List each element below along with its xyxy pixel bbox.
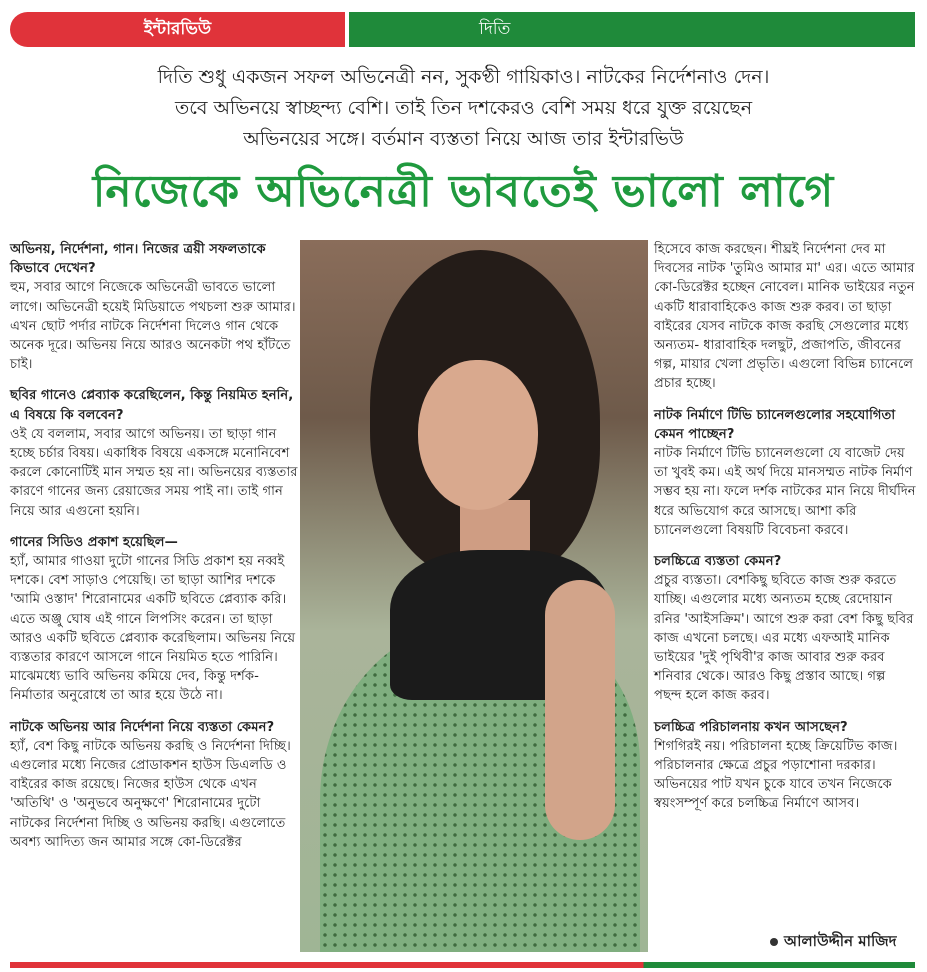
question: চলচ্চিত্র পরিচালনায় কখন আসছেন? xyxy=(654,719,848,735)
answer: শিগগিরই নয়। পরিচালনা হচ্ছে ক্রিয়েটিভ কাজ। পরিচালনার ক্ষেত্রে প্রচুর পড়াশোনা দরকার। অভিনয়ের পাট যখন চুকে যাবে তখন নিজেকে স্বয়ংসম্পূর্ণ করে চলচ্চিত্র নির্মাণে আসব। xyxy=(654,738,898,812)
question: নাটক নির্মাণে টিভি চ্যানেলগুলোর সহযোগিতা কেমন পাচ্ছেন? xyxy=(654,407,896,442)
question: চলচ্চিত্রে ব্যস্ততা কেমন? xyxy=(654,554,782,570)
answer: প্রচুর ব্যস্ততা। বেশকিছু ছবিতে কাজ শুরু করতে যাচ্ছি। এগুলোর মধ্যে অন্যতম হচ্ছে রেদোয়ান রনির 'আইসক্রিম'। আগে শুরু করা বেশ কিছু ছবির কাজ এখনো চলছে। এর মধ্যে এফআই মানিক ভাইয়ের 'দুই পৃথিবী'র কাজ আবার শুরু করব শনিবার থেকে। আরও কিছু প্রস্তাব আছে। গল্প পছন্দ হলে কাজ করব। xyxy=(654,573,914,704)
intro-line: অভিনয়ের সঙ্গে। বর্তমান ব্যস্ততা নিয়ে আজ তার ইন্টারভিউ xyxy=(243,128,684,150)
intro-paragraph xyxy=(40,62,887,155)
footer-bar xyxy=(10,962,915,968)
left-column xyxy=(10,240,298,864)
intro-line: দিতি শুধু একজন সফল অভিনেত্রী নন, সুকণ্ঠী গায়িকাও। নাটকের নির্দেশনাও দেন। xyxy=(157,66,770,88)
portrait-photo xyxy=(300,240,648,952)
face-shape xyxy=(418,360,538,510)
name-tag: দিতি xyxy=(349,12,915,47)
question: ছবির গানেও প্লেব্যাক করেছিলেন, কিন্তু নিয়মিত হননি, এ বিষয়ে কি বলবেন? xyxy=(10,388,294,423)
answer: হ্যাঁ, বেশ কিছু নাটকে অভিনয় করছি ও নির্দেশনা দিচ্ছি। এগুলোর মধ্যে নিজের প্রোডাকশন হাউস ডিএলডি ও বাইরের কাজ রয়েছে। নিজের হাউস থেকে এখন 'অতিথি' ও 'অনুভবে অনুক্ষণে' শিরোনামের দুটো নাটকের নির্দেশনা দিচ্ছি ও অভিনয় করছি। এগুলোতে অবশ্য আদিত্য জন আমার সঙ্গে কো-ডিরেক্টর xyxy=(10,738,291,850)
answer: হিসেবে কাজ করছেন। শীঘ্রই নির্দেশনা দেব মা দিবসের নাটক 'তুমিও আমার মা' এর। এতে আমার কো-ডিরেক্টর হচ্ছেন নোবেল। মানিক ভাইয়ের নতুন একটি ধারাবাহিকেও কাজ শুরু করব। তা ছাড়া বাইরের যেসব নাটকে কাজ করছি সেগুলোর মধ্যে অন্যতম- ধারাবাহিক দলছুট, প্রজাপতি, জীবনের গল্প, মায়ার খেলা প্রভৃতি। এগুলো বিভিন্ন চ্যানেলে প্রচার হচ্ছে। xyxy=(654,242,915,392)
right-column xyxy=(654,240,916,826)
question: নাটকে অভিনয় আর নির্দেশনা নিয়ে ব্যস্ততা কেমন? xyxy=(10,719,275,735)
answer: হ্যাঁ, আমার গাওয়া দুটো গানের সিডি প্রকাশ হয় নব্বই দশকে। বেশ সাড়াও পেয়েছি। তা ছাড়া আশির দশকে 'আমি ওস্তাদ' শিরোনামের একটি ছবিতে প্লেব্যাক করি। এতে অঞ্জু ঘোষ এই গানে লিপসিং করেন। তা ছাড়া আরও একটি ছবিতে প্লেব্যাক করেছিলাম। অভিনয় নিয়ে ব্যস্ততার কারণে আসলে গানে নিয়মিত হতে পারিনি। মাঝেমধ্যে ভাবি অভিনয় কমিয়ে দেব, কিন্তু দর্শক-নির্মাতার অনুরোধে তা আর হয়ে উঠে না। xyxy=(10,554,296,704)
answer: ওই যে বললাম, সবার আগে অভিনয়। তা ছাড়া গান হচ্ছে চর্চার বিষয়। একাধিক বিষয়ে একসঙ্গে মনোনিবেশ করলে কোনোটিই মান সম্মত হয় না। অভিনয়ের ব্যস্ততার কারণে গানের জন্য রেয়াজের সময় পাই না। তাই গান নিয়ে আর এগুনো হয়নি। xyxy=(10,426,298,519)
question: গানের সিডিও প্রকাশ হয়েছিল— xyxy=(10,534,178,550)
intro-line: তবে অভিনয়ে স্বাচ্ছন্দ্য বেশি। তাই তিন দশকেরও বেশি সময় ধরে যুক্ত রয়েছেন xyxy=(174,97,753,119)
question: অভিনয়, নির্দেশনা, গান। নিজের ত্রয়ী সফলতাকে কিভাবে দেখেন? xyxy=(10,242,266,277)
author-name: আলাউদ্দীন মাজিদ xyxy=(784,932,897,950)
answer: নাটক নির্মাণে টিভি চ্যানেলগুলো যে বাজেট দেয় তা খুবই কম। এই অর্থ দিয়ে মানসম্মত নাটক নির্মাণ সম্ভব হয় না। ফলে দর্শক নাটকের মান নিয়ে দীর্ঘদিন ধরে অভিযোগ করে আসছে। আশা করি চ্যানেলগুলো বিষয়টি বিবেচনা করবে। xyxy=(654,446,916,538)
headline: নিজেকে অভিনেত্রী ভাবতেই ভালো লাগে xyxy=(92,166,835,217)
bullet-icon xyxy=(770,938,778,946)
section-tag: ইন্টারভিউ xyxy=(10,12,345,47)
arm-shape xyxy=(545,580,615,840)
answer: হুম, সবার আগে নিজেকে অভিনেত্রী ভাবতে ভালো লাগে। অভিনেত্রী হয়েই মিডিয়াতে পথচলা শুরু আমার। এখন ছোট পর্দার নাটকে নির্দেশনা দিলেও গান থেকে অনেক দূরে। অভিনয় নিয়ে আরও অনেকটা পথ হাঁটতে চাই। xyxy=(10,280,296,373)
author-credit xyxy=(770,930,897,955)
section-header xyxy=(10,12,915,47)
